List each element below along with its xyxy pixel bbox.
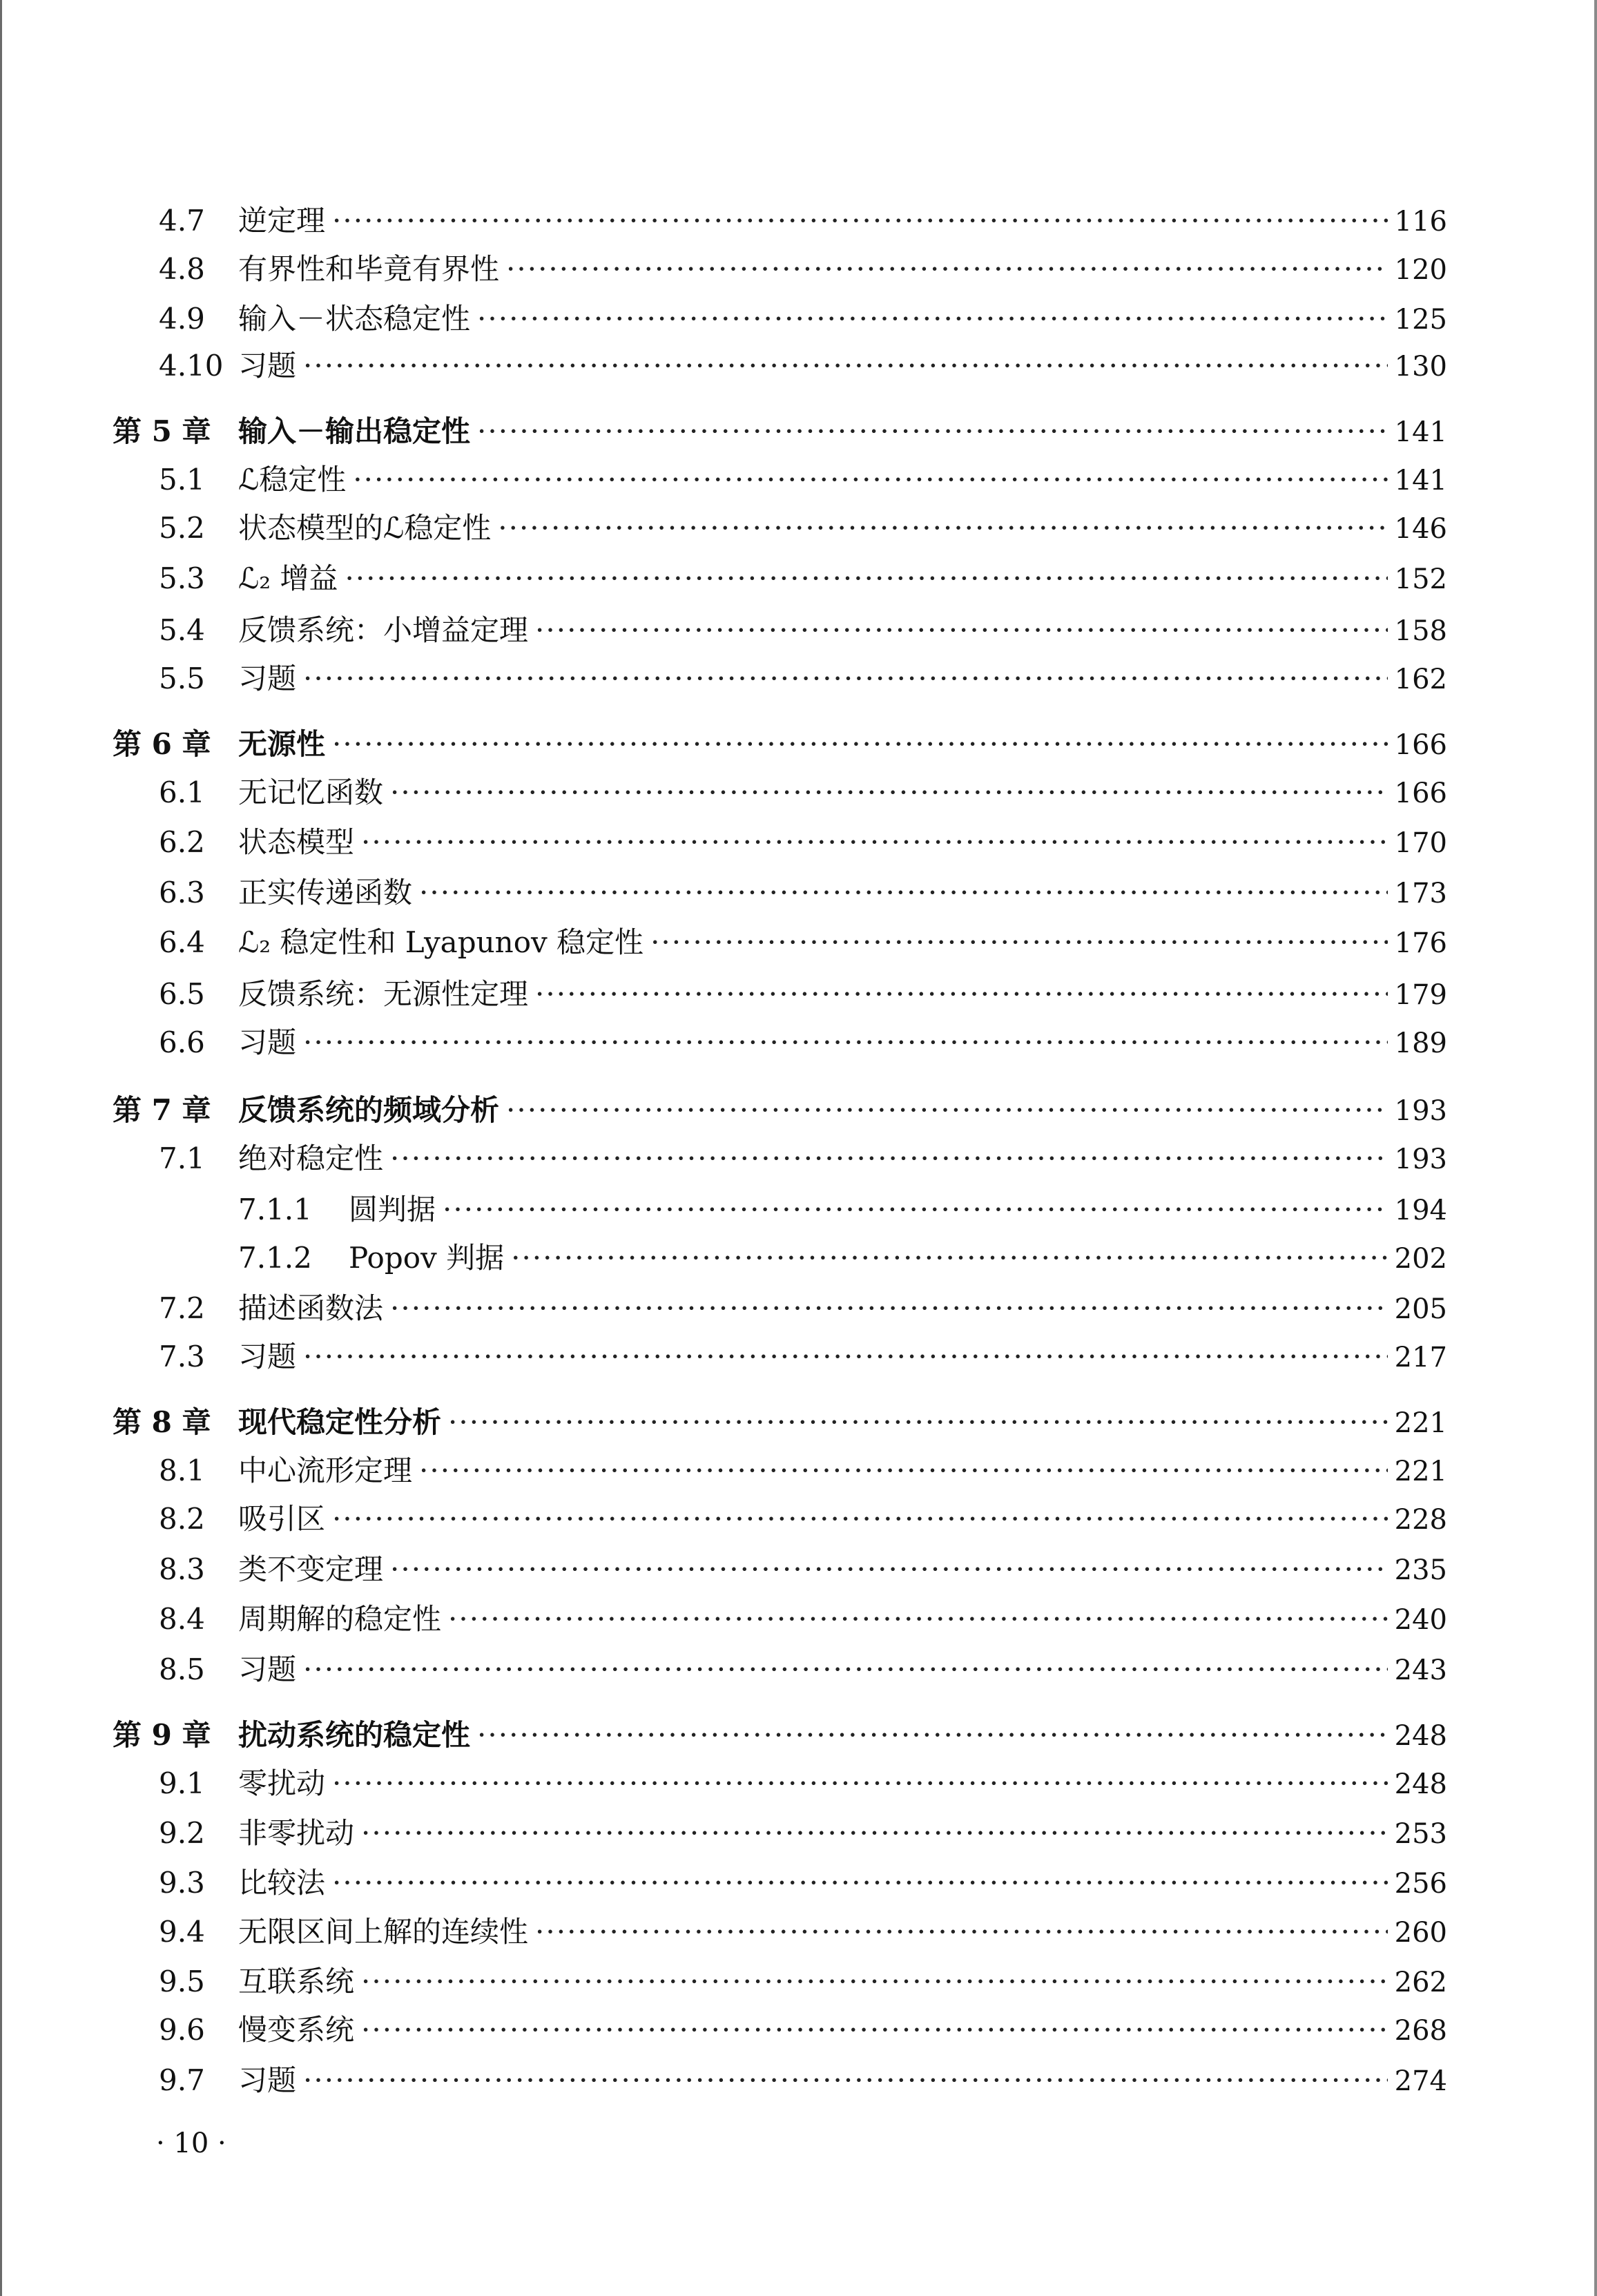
toc-entry-page: 268 [1394,2015,1447,2047]
toc-entry-page: 166 [1394,778,1447,809]
toc-section-entry [159,1649,1447,1691]
toc-entry-number: 7.1 [159,1141,205,1175]
toc-entry-number: 第 9 章 [113,1718,211,1752]
toc-entry-number: 7.1.2 [238,1241,312,1275]
dot-leader [448,1599,1388,1640]
dot-leader [345,558,1387,599]
toc-entry-page: 173 [1394,878,1447,909]
toc-entry-page: 146 [1394,513,1447,545]
dot-leader [361,2009,1388,2051]
toc-entry-title: 描述函数法 [238,1291,384,1325]
toc-entry-page: 202 [1394,1243,1447,1275]
toc-entry-number: 6.5 [159,977,205,1011]
toc-entry-title: ℒ₂ 增益 [238,561,338,595]
toc-entry-title: 反馈系统：小增益定理 [238,613,529,647]
toc-section-entry [159,1138,1447,1180]
toc-entry-title: 习题 [238,662,297,695]
toc-entry-number: 9.4 [159,1915,205,1949]
toc-chapter-entry [113,1715,1447,1757]
dot-leader [511,1237,1388,1279]
toc-entry-title: 正实传递函数 [238,876,413,909]
toc-entry-title: 绝对稳定性 [238,1141,384,1175]
dot-leader [332,1763,1388,1804]
toc-entry-title: 中心流形定理 [238,1454,413,1487]
toc-entry-title: 状态模型的ℒ稳定性 [238,511,492,545]
toc-section-entry [159,872,1447,914]
toc-section-entry [159,1763,1447,1805]
toc-entry-number: 6.3 [159,876,205,909]
toc-entry-title: 习题 [238,1652,297,1686]
toc-entry-number: 9.5 [159,1965,205,1998]
dot-leader [303,345,1388,387]
toc-entry-title: 习题 [238,1025,297,1059]
toc-section-entry [159,772,1447,814]
page-number: · 10 · [156,2128,226,2159]
toc-entry-number: 4.8 [159,252,205,286]
toc-entry-title: 圆判据 [349,1193,436,1226]
toc-entry-page: 152 [1394,563,1447,595]
toc-entry-number: 7.3 [159,1340,205,1373]
toc-section-entry [159,1911,1447,1953]
toc-entry-number: 8.1 [159,1454,205,1487]
dot-leader [535,974,1388,1015]
toc-section-entry [159,1288,1447,1330]
toc-entry-number: 第 5 章 [113,414,211,448]
toc-entry-number: 第 7 章 [113,1093,211,1127]
toc-entry-number: 第 8 章 [113,1405,211,1439]
toc-entry-title: 习题 [238,1340,297,1373]
toc-entry-number: 8.5 [159,1652,205,1686]
dot-leader [361,1813,1388,1854]
dot-leader [332,200,1388,242]
dot-leader [448,1402,1388,1443]
toc-entry-number: 6.6 [159,1025,205,1059]
toc-section-entry [159,1961,1447,2003]
toc-entry-page: 260 [1394,1917,1447,1949]
toc-entry-page: 141 [1394,465,1447,496]
toc-entry-title: 反馈系统的频域分析 [238,1093,500,1127]
dot-leader [332,1862,1388,1904]
toc-entry-page: 248 [1394,1768,1447,1800]
dot-leader [390,1288,1388,1329]
toc-section-entry [159,298,1447,340]
toc-entry-page: 170 [1394,827,1447,859]
toc-entry-title: 类不变定理 [238,1552,384,1586]
scan-right-edge [1594,0,1597,2296]
toc-entry-number: 9.2 [159,1816,205,1850]
toc-entry-page: 189 [1394,1028,1447,1059]
dot-leader [506,1090,1388,1131]
toc-section-entry [159,610,1447,652]
toc-entry-title: 无限区间上解的连续性 [238,1915,529,1949]
toc-entry-page: 221 [1394,1407,1447,1439]
dot-leader [535,610,1388,651]
toc-entry-number: 5.3 [159,561,205,595]
toc-entry-title: 状态模型 [238,825,355,859]
toc-section-entry [159,1549,1447,1591]
toc-entry-page: 194 [1394,1195,1447,1226]
dot-leader [303,2060,1388,2101]
toc-entry-number: 8.4 [159,1602,205,1636]
toc-section-entry [159,1450,1447,1492]
toc-entry-number: 9.1 [159,1766,205,1800]
dot-leader [650,922,1388,963]
toc-entry-title: 零扰动 [238,1766,326,1800]
dot-leader [506,249,1388,290]
toc-entry-page: 274 [1394,2065,1447,2097]
toc-section-entry [159,658,1447,700]
toc-entry-page: 125 [1394,304,1447,336]
toc-entry-page: 166 [1394,729,1447,761]
toc-entry-page: 205 [1394,1293,1447,1325]
toc-entry-number: 7.2 [159,1291,205,1325]
toc-entry-page: 256 [1394,1868,1447,1900]
toc-section-entry [159,1498,1447,1541]
toc-entry-title: 扰动系统的稳定性 [238,1718,471,1752]
toc-entry-number: 6.4 [159,925,205,959]
toc-chapter-entry [113,724,1447,766]
toc-entry-title: 无记忆函数 [238,775,384,809]
toc-section-entry [159,2060,1447,2102]
dot-leader [303,658,1388,700]
toc-entry-title: 反馈系统：无源性定理 [238,977,529,1011]
toc-entry-page: 176 [1394,927,1447,959]
toc-entry-page: 228 [1394,1504,1447,1536]
toc-entry-page: 193 [1394,1144,1447,1175]
toc-entry-number: 5.2 [159,511,205,545]
toc-entry-title: 现代稳定性分析 [238,1405,442,1439]
toc-entry-title: ℒ₂ 稳定性和 Lyapunov 稳定性 [238,925,644,959]
toc-entry-page: 235 [1394,1554,1447,1586]
dot-leader [303,1022,1388,1063]
toc-section-entry [159,558,1447,600]
toc-entry-number: 5.5 [159,662,205,695]
toc-section-entry [159,1599,1447,1641]
dot-leader [419,872,1388,914]
toc-entry-page: 243 [1394,1655,1447,1686]
toc-entry-number: 7.1.1 [238,1193,312,1226]
dot-leader [390,1549,1388,1590]
toc-entry-page: 248 [1394,1720,1447,1752]
toc-section-entry [238,1237,1447,1280]
toc-entry-number: 第 6 章 [113,727,211,761]
toc-section-entry [159,822,1447,864]
toc-entry-title: 互联系统 [238,1965,355,1998]
toc-section-entry [159,345,1447,387]
toc-entry-title: 无源性 [238,727,326,761]
toc-entry-number: 6.1 [159,775,205,809]
toc-entry-number: 6.2 [159,825,205,859]
toc-entry-title: 非零扰动 [238,1816,355,1850]
toc-section-entry [159,2009,1447,2052]
toc-section-entry [159,1813,1447,1855]
dot-leader [535,1911,1388,1953]
dot-leader [361,822,1388,863]
dot-leader [353,459,1387,501]
dot-leader [477,298,1388,340]
dot-leader [477,1715,1388,1756]
toc-entry-number: 8.3 [159,1552,205,1586]
toc-entry-page: 217 [1394,1342,1447,1373]
toc-entry-number: 4.10 [159,349,224,383]
toc-entry-title: ℒ稳定性 [238,463,347,496]
toc-chapter-entry [113,1402,1447,1444]
toc-entry-title: 慢变系统 [238,2013,355,2047]
toc-entry-page: 179 [1394,979,1447,1011]
toc-entry-number: 5.1 [159,463,205,496]
toc-entry-number: 5.4 [159,613,205,647]
toc-entry-page: 240 [1394,1604,1447,1636]
toc-section-entry [159,249,1447,291]
dot-leader [390,772,1388,813]
scan-left-edge [0,0,2,2296]
toc-entry-page: 120 [1394,254,1447,286]
dot-leader [332,1498,1388,1540]
toc-entry-number: 9.6 [159,2013,205,2047]
toc-entry-title: 周期解的稳定性 [238,1602,442,1636]
toc-entry-page: 158 [1394,615,1447,647]
toc-entry-page: 253 [1394,1818,1447,1850]
dot-leader [443,1189,1388,1231]
toc-entry-page: 162 [1394,664,1447,695]
toc-entry-number: 8.2 [159,1502,205,1536]
toc-entry-page: 141 [1394,416,1447,448]
toc-entry-page: 262 [1394,1967,1447,1998]
toc-entry-title: 习题 [238,2063,297,2097]
dot-leader [303,1649,1388,1690]
toc-section-entry [159,974,1447,1016]
toc-entry-title: 比较法 [238,1866,326,1900]
toc-entry-page: 130 [1394,351,1447,383]
toc-entry-number: 9.7 [159,2063,205,2097]
toc-entry-title: 逆定理 [238,204,326,238]
dot-leader [390,1138,1388,1179]
toc-entry-number: 4.7 [159,204,205,238]
dot-leader [498,508,1387,549]
toc-section-entry [159,1862,1447,1904]
toc-entry-number: 4.9 [159,302,205,336]
toc-section-entry [159,459,1447,501]
dot-leader [477,411,1388,452]
toc-entry-page: 221 [1394,1456,1447,1487]
toc-entry-title: 输入－状态稳定性 [238,302,471,336]
dot-leader [303,1336,1388,1378]
toc-section-entry [159,508,1447,550]
toc-section-entry [238,1189,1447,1231]
toc-entry-number: 9.3 [159,1866,205,1900]
toc-entry-title: 有界性和毕竟有界性 [238,252,500,286]
toc-chapter-entry [113,1090,1447,1132]
dot-leader [361,1961,1388,2003]
toc-section-entry [159,1336,1447,1378]
toc-section-entry [159,200,1447,242]
toc-entry-title: Popov 判据 [349,1241,505,1275]
toc-section-entry [159,922,1447,964]
toc-chapter-entry [113,411,1447,453]
toc-entry-page: 193 [1394,1095,1447,1127]
toc-entry-page: 116 [1394,206,1447,238]
toc-entry-title: 习题 [238,349,297,383]
dot-leader [332,724,1388,765]
toc-entry-title: 输入－输出稳定性 [238,414,471,448]
toc-entry-title: 吸引区 [238,1502,326,1536]
toc-section-entry [159,1022,1447,1064]
dot-leader [419,1450,1388,1492]
